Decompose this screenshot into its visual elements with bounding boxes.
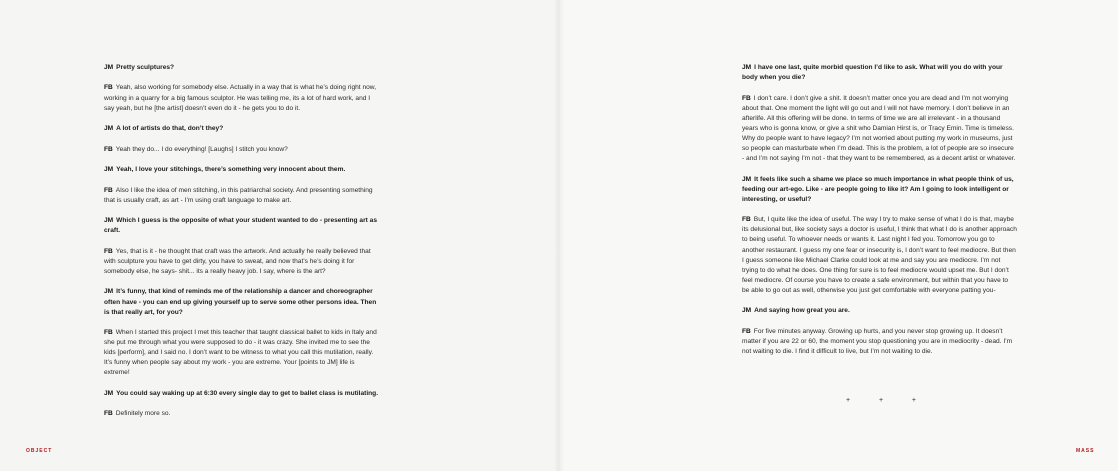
paragraph-text: Which I guess is the opposite of what your student wanted to do - presenting art as craft. [104,217,378,235]
interviewer-question [742,175,1017,205]
plus-ornament-icon: + [911,397,916,404]
page-gutter [554,0,564,471]
paragraph-text: It’s funny, that kind of reminds me of the relationship a dancer and choreographer often have - you can end up giving yourself up to serve some other persons idea. Then is that really art, for you? [104,288,377,316]
paragraph-text: Yeah, I love your stitchings, there’s something very innocent about them. [116,166,346,174]
section-end-ornament [846,397,916,404]
speaker-initials: FB [742,327,751,335]
paragraph-text: I don’t care. I don’t give a shit. It doesn’t matter once you are dead and I’m not worrying about that. One moment the light will go out and I will not have memory. I don’t believe in an afterlife. All this offering will be done. In terms of time we are all irrelevant - in a thousand years who is gonna know, or give a shit who Damian Hirst is, or Tracy Emin. Time is timeless. Why do people want to have legacy? I’m not worried about putting my work in museums, just so people can masturbate when I’m dead. This is the problem, a lot of people are so insecure - and I’m not saying I’m not - that they want to be remembered, as a decent artist or whatever. [742,94,1016,163]
speaker-initials: FB [104,410,113,418]
speaker-initials: JM [742,64,752,71]
interviewer-question [742,306,1017,316]
speaker-initials: FB [104,186,113,194]
paragraph-text: Yeah they do... I do everything! [Laughs] I stitch you know? [115,145,288,153]
artist-answer [104,409,379,419]
paragraph-text: When I started this project I met this teacher that taught classical ballet to kids in Italy and she put me through what you were supposed to do - it was crazy. She invited me to see the kids [perform], and I said no. I don’t want to be witness to what you call this mutilation, really. It’s funny when people say about my work - you are extreme. Your [points to JM] life is extreme! [104,329,377,377]
artist-answer [104,328,379,378]
plus-ornament-icon: + [878,397,884,404]
speaker-initials: JM [742,307,752,315]
interviewer-question [104,216,379,236]
speaker-initials: JM [742,175,752,183]
paragraph-text: A lot of artists do that, don’t they? [116,125,224,133]
speaker-initials: FB [104,247,113,255]
paragraph-text: Yeah, also working for somebody else. Actually in a way that is what he’s doing right now, working in a quarry for a big famous sculptor. He was telling me, its a lot of hard work, and I say yeah, but he [the artist] doesn’t even do it - he gets you to do it. [104,84,377,112]
paragraph-text: It feels like such a shame we place so much importance in what people think of us, feeding our art-ego. Like - are people going to like it? Am I going to look intelligent or interesting, or useful? [742,175,1014,203]
artist-answer [104,247,379,277]
right-interview-column [742,63,1017,368]
interviewer-question [104,287,379,317]
paragraph-text: Yes, that is it - he thought that craft was the artwork. And actually he really believed that with sculpture you have to get dirty, you have to sweat, and now that’s he’s doing it for somebody else, he says- shit... its a really heavy job. I say, where is the art? [104,247,371,275]
artist-answer [742,94,1017,165]
speaker-initials: JM [104,389,114,397]
paragraph-text: Pretty sculptures? [116,64,175,71]
left-interview-column [104,63,379,430]
left-folio: OBJECT [26,448,53,454]
speaker-initials: FB [104,84,113,92]
speaker-initials: FB [104,145,113,153]
speaker-initials: JM [104,64,114,71]
interviewer-question [742,63,1017,83]
plus-ornament-icon: + [846,397,851,404]
right-folio: MASS [1076,448,1095,454]
paragraph-text: I have one last, quite morbid question I’d like to ask. What will you do with your body when you die? [742,64,1003,82]
artist-answer [104,145,379,155]
paragraph-text: Also I like the idea of men stitching, in this patriarchal society. And presenting something that is usually craft, as art - I’m using craft language to make art. [104,186,373,204]
speaker-initials: FB [742,94,751,102]
paragraph-text: You could say waking up at 6:30 every single day to get to ballet class is mutilating. [116,389,379,397]
speaker-initials: FB [742,216,751,224]
paragraph-text: For five minutes anyway. Growing up hurts, and you never stop growing up. It doesn’t matter if you are 22 or 60, the moment you stop questioning you are in mediocrity - dead. I’m not waiting to die. I find it difficult to live, but I’m not waiting to die. [742,327,1013,356]
interviewer-question [104,63,379,73]
speaker-initials: JM [104,125,114,133]
interviewer-question [104,124,379,134]
artist-answer [104,186,379,206]
speaker-initials: JM [104,166,114,174]
interviewer-question [104,389,379,399]
speaker-initials: JM [104,288,114,296]
paragraph-text: Definitely more so. [115,410,171,418]
speaker-initials: JM [104,217,114,225]
artist-answer [742,215,1017,296]
paragraph-text: But, I quite like the idea of useful. The way I try to make sense of what I do is that, maybe its delusional but, like society says a doctor is useful, I think that what I do is another approach to being useful. To whoever needs or wants it. Last night I fed you. Tomorrow you go to another restaurant. I guess my one fear or insecurity is, I don’t want to feel mediocre. But then I guess someone like Michael Clarke could look at me and say you are mediocre. I’m not trying to do what he does. One thing for sure is to feel mediocre would upset me. But I don’t feel mediocre. Of course you have to create a safe environment, but within that you have to be able to go out as well, otherwise you just get comfortable with everyone patting you- [742,216,1017,294]
artist-answer [104,83,379,113]
interviewer-question [104,165,379,175]
paragraph-text: And saying how great you are. [754,307,850,315]
speaker-initials: FB [104,329,113,337]
artist-answer [742,327,1017,357]
